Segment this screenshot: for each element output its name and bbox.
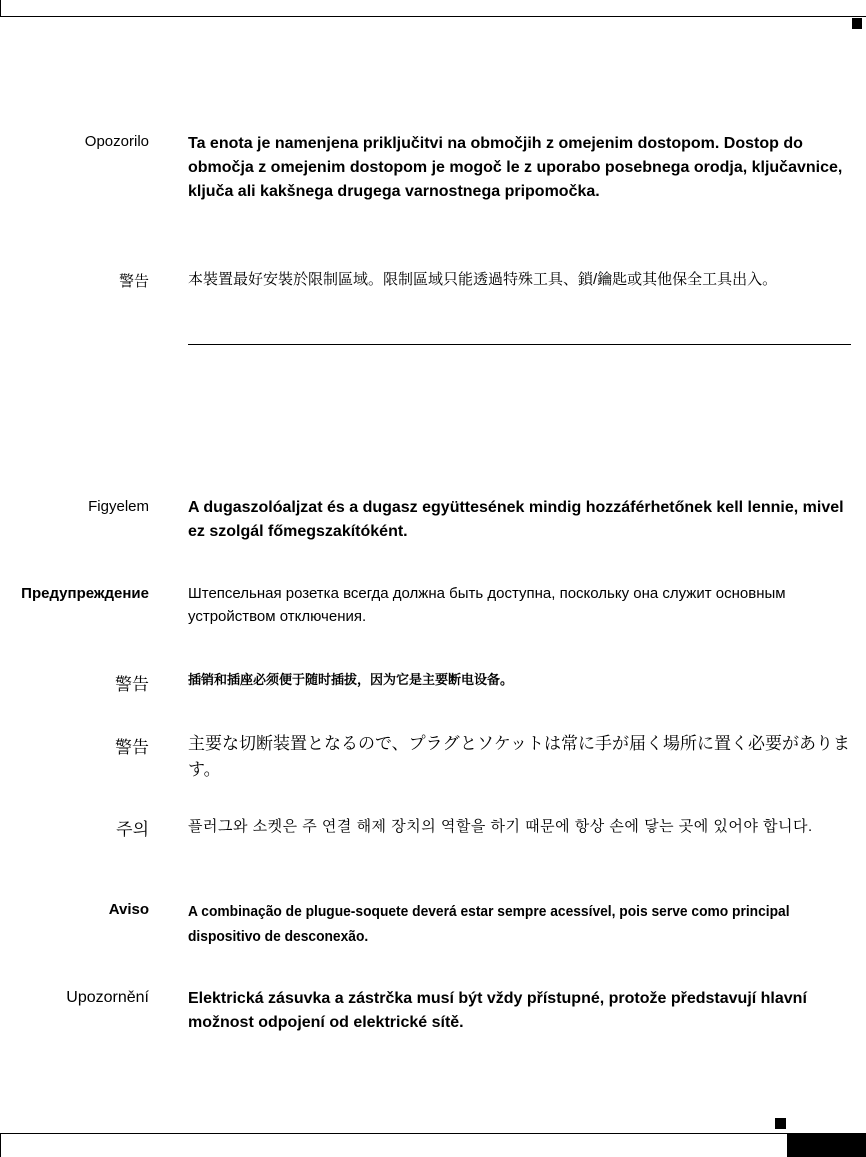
warning-text: 插销和插座必须便于随时插拔，因为它是主要断电设备。 [188,672,514,687]
footer-tick [0,1133,1,1157]
warning-label: 주의 [116,820,149,839]
warning-text: Ta enota je namenjena priključitvi na območjih z omejenim dostopom. Dostop do območja z omejenim dostopom je mogoč le z uporabo posebnega orodja, ključavnice, ključa ali kakšnega drugega varnostnega pripomočka. [188,135,843,200]
footer-page-tab [787,1134,866,1157]
header-tick [0,0,1,16]
footer-rule [0,1133,866,1134]
warning-text: Elektrická zásuvka a zástrčka musí být vždy přístupné, protože představují hlavní možnost odpojení od elektrické sítě. [188,990,807,1031]
section-divider [188,344,851,345]
warning-text: Штепсельная розетка всегда должна быть доступна, поскольку она служит основным устройством отключения. [188,585,786,625]
warning-label: Предупреждение [21,585,149,602]
warning-label: Opozorilo [84,133,149,150]
warning-label: Aviso [108,901,149,918]
warning-label: 警告 [115,675,149,694]
warning-text: A dugaszolóaljzat és a dugasz együttesének mindig hozzáférhetőnek kell lennie, mivel ez szolgál főmegszakítóként. [188,499,844,540]
warning-label: Upozornění [66,989,149,1006]
footer-marker [775,1118,786,1129]
warning-label: Figyelem [88,498,149,515]
warning-text: 本裝置最好安裝於限制區域。限制區域只能透過特殊工具、鎖/鑰匙或其他保全工具出入。 [188,271,778,288]
warning-text: 主要な切断装置となるので、プラグとソケットは常に手が届く場所に置く必要があります。 [188,734,850,779]
warning-label: 警告 [118,273,149,290]
header-rule [0,16,866,17]
warning-text: A combinação de plugue-soquete deverá estar sempre acessível, pois serve como principal dispositivo de desconexão. [188,903,790,945]
warning-text: 플러그와 소켓은 주 연결 해제 장치의 역할을 하기 때문에 항상 손에 닿는 곳에 있어야 합니다. [188,818,813,835]
warning-label: 警告 [115,738,149,757]
header-tab-marker [852,18,862,29]
